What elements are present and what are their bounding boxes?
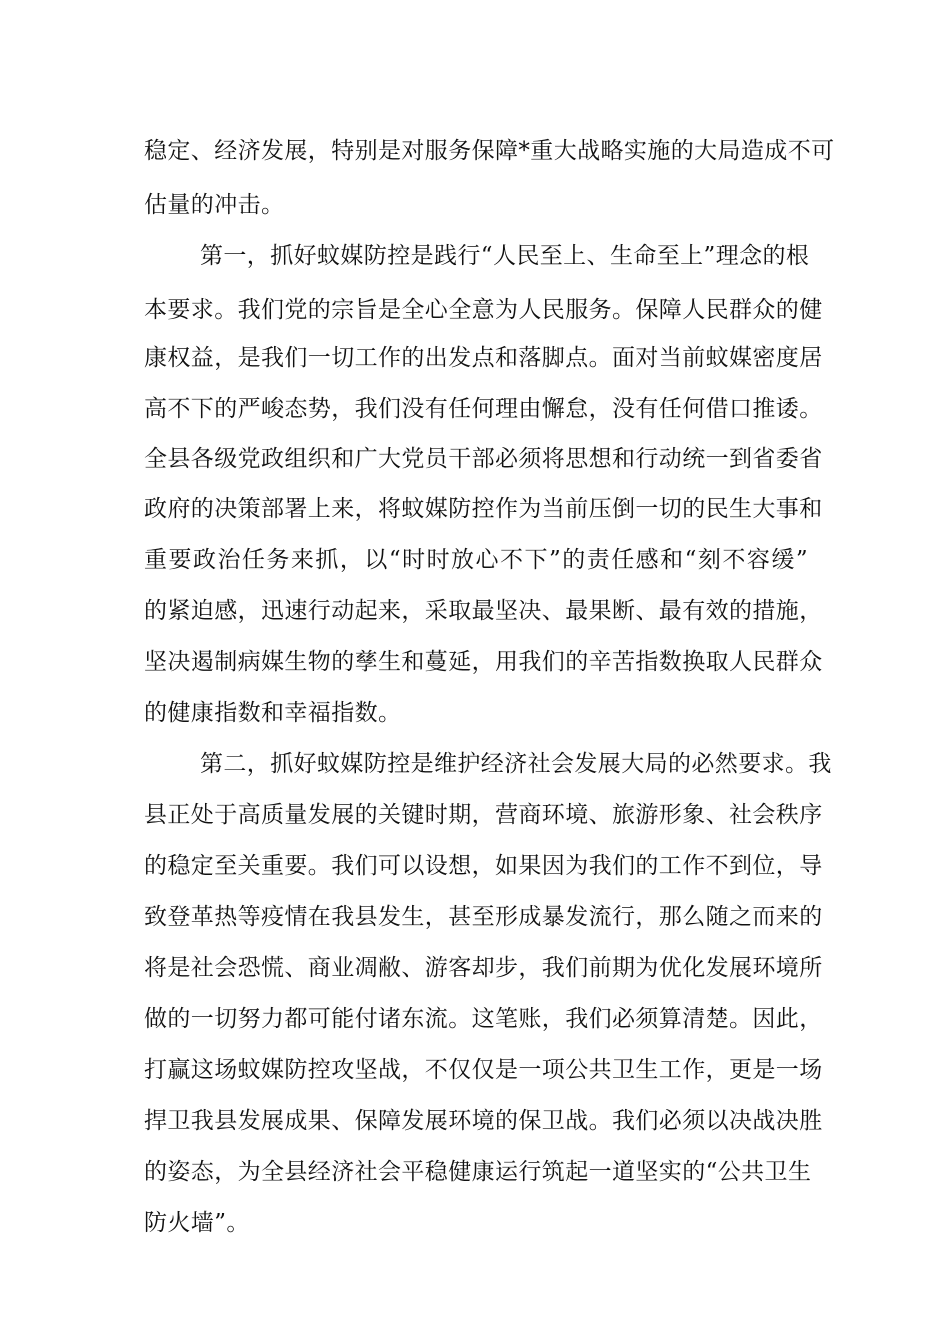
text-line: 的健康指数和幸福指数。 (144, 700, 402, 726)
text-line: 做的一切努力都可能付诸东流。这笔账，我们必须算清楚。因此， (144, 1006, 823, 1032)
text-line: 县正处于高质量发展的关键时期，营商环境、旅游形象、社会秩序 (144, 802, 823, 828)
text-line: 的稳定至关重要。我们可以设想，如果因为我们的工作不到位，导 (144, 853, 823, 879)
text-line: 的紧迫感，迅速行动起来，采取最坚决、最果断、最有效的措施， (144, 598, 823, 624)
text-line: 将是社会恐慌、商业凋敝、游客却步，我们前期为优化发展环境所 (144, 955, 823, 981)
text-line: 稳定、经济发展，特别是对服务保障*重大战略实施的大局造成不可 (144, 138, 835, 164)
text-line: 打赢这场蚊媒防控攻坚战，不仅仅是一项公共卫生工作，更是一场 (144, 1057, 823, 1083)
text-line: 全县各级党政组织和广大党员干部必须将思想和行动统一到省委省 (144, 446, 823, 472)
text-line: 致登革热等疫情在我县发生，甚至形成暴发流行，那么随之而来的 (144, 904, 823, 930)
text-line: 坚决遏制病媒生物的孳生和蔓延，用我们的辛苦指数换取人民群众 (144, 649, 823, 675)
text-line: 捍卫我县发展成果、保障发展环境的保卫战。我们必须以决战决胜 (144, 1108, 823, 1134)
paragraph-first-line: 第一，抓好蚊媒防控是践行“人民至上、生命至上”理念的根 (200, 243, 810, 269)
text-line: 高不下的严峻态势，我们没有任何理由懈怠，没有任何借口推诿。 (144, 396, 823, 422)
text-line: 康权益，是我们一切工作的出发点和落脚点。面对当前蚊媒密度居 (144, 345, 823, 371)
paragraph-first-line: 第二，抓好蚊媒防控是维护经济社会发展大局的必然要求。我 (200, 751, 832, 777)
text-line: 估量的冲击。 (144, 192, 285, 218)
text-line: 防火墙”。 (144, 1210, 250, 1236)
text-line: 本要求。我们党的宗旨是全心全意为人民服务。保障人民群众的健 (144, 297, 823, 323)
text-line: 政府的决策部署上来，将蚊媒防控作为当前压倒一切的民生大事和 (144, 496, 823, 522)
text-line: 重要政治任务来抓，以“时时放心不下”的责任感和“刻不容缓” (144, 547, 808, 573)
text-line: 的姿态，为全县经济社会平稳健康运行筑起一道坚实的“公共卫生 (144, 1159, 812, 1185)
